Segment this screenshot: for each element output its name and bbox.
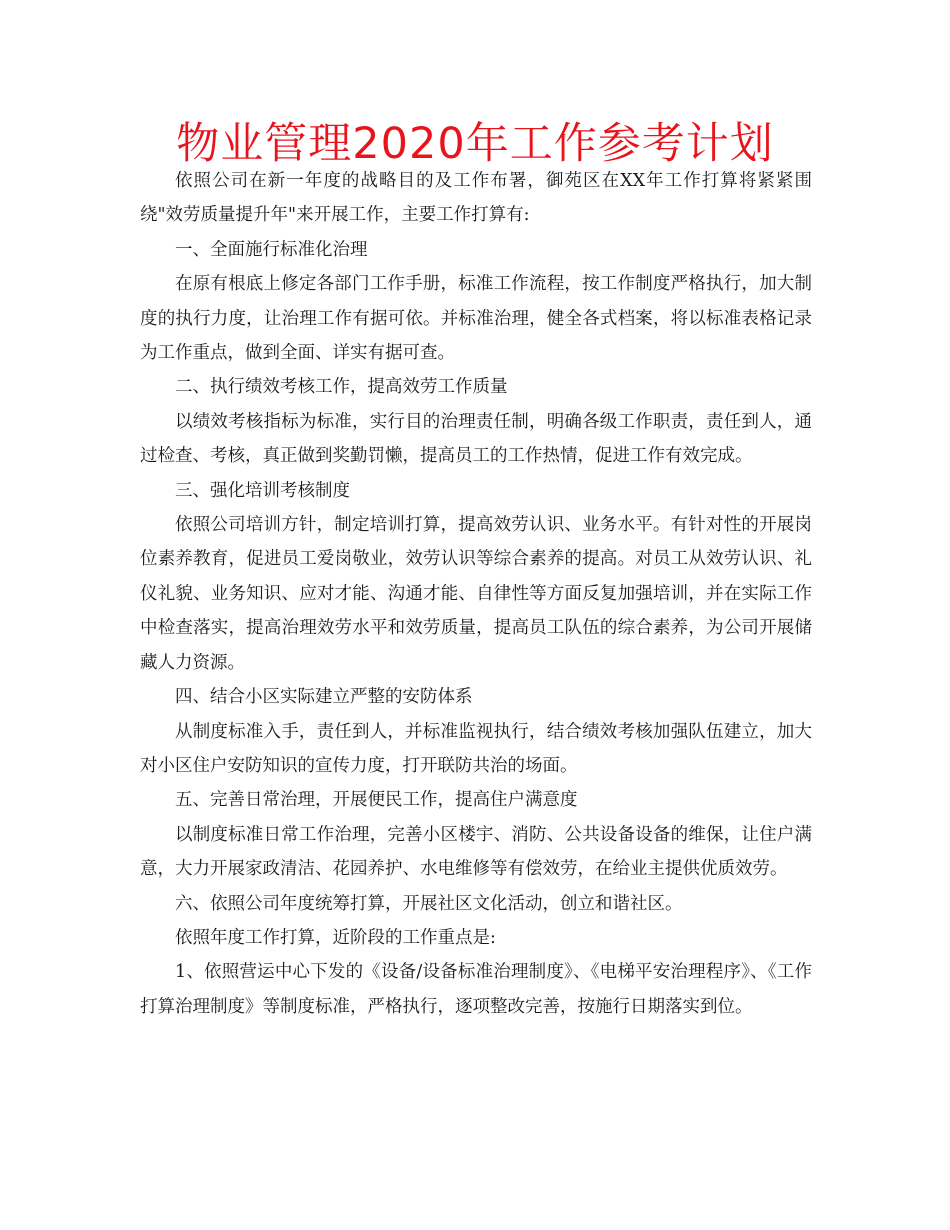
- intro-paragraph: 依照公司在新一年度的战略目的及工作布署，御苑区在XX年工作打算将紧紧围绕"效劳质量提升年"来开展工作，主要工作打算有:: [140, 171, 812, 226]
- document-body: [140, 164, 812, 1024]
- focus-item-1: 1、依照营运中心下发的《设备/设备标准治理制度》、《电梯平安治理程序》、《工作打算治理制度》等制度标准，严格执行，逐项整改完善，按施行日期落实到位。: [140, 962, 812, 1017]
- focus-intro-paragraph: 依照年度工作打算，近阶段的工作重点是:: [175, 927, 496, 948]
- section-heading-3: 三、强化培训考核制度: [175, 480, 350, 501]
- section-heading-5: 五、完善日常治理，开展便民工作，提高住户满意度: [175, 790, 578, 811]
- section-heading-2: 二、执行绩效考核工作，提高效劳工作质量: [175, 377, 508, 398]
- section-paragraph-5: 以制度标准日常工作治理，完善小区楼宇、消防、公共设备设备的维保，让住户满意，大力开展家政清洁、花园养护、水电维修等有偿效劳，在给业主提供优质效劳。: [140, 824, 812, 880]
- section-paragraph-2: 以绩效考核指标为标准，实行目的治理责任制，明确各级工作职责，责任到人，通过检查、考核，真正做到奖勤罚懒，提高员工的工作热情，促进工作有效完成。: [140, 411, 812, 467]
- section-paragraph-3: 依照公司培训方针，制定培训打算，提高效劳认识、业务水平。有针对性的开展岗位素养教育，促进员工爱岗敬业，效劳认识等综合素养的提高。对员工从效劳认识、礼仪礼貌、业务知识、应对才能、沟通才能、自律性等方面反复加强培训，并在实际工作中检查落实，提高治理效劳水平和效劳质量，提高员工队伍的综合素养，为公司开展储藏人力资源。: [140, 515, 812, 673]
- section-paragraph-1: 在原有根底上修定各部门工作手册，标准工作流程，按工作制度严格执行，加大制度的执行力度，让治理工作有据可依。并标准治理，健全各式档案，将以标准表格记录为工作重点，做到全面、详实有据可查。: [140, 274, 812, 364]
- section-heading-1: 一、全面施行标准化治理: [175, 239, 368, 260]
- section-heading-6: 六、依照公司年度统筹打算，开展社区文化活动，创立和谐社区。: [175, 893, 683, 914]
- document-title: 物业管理2020年工作参考计划: [176, 119, 774, 169]
- section-heading-4: 四、结合小区实际建立严整的安防体系: [175, 687, 473, 708]
- section-paragraph-4: 从制度标准入手，责任到人，并标准监视执行，结合绩效考核加强队伍建立，加大对小区住户安防知识的宣传力度，打开联防共治的场面。: [140, 721, 812, 776]
